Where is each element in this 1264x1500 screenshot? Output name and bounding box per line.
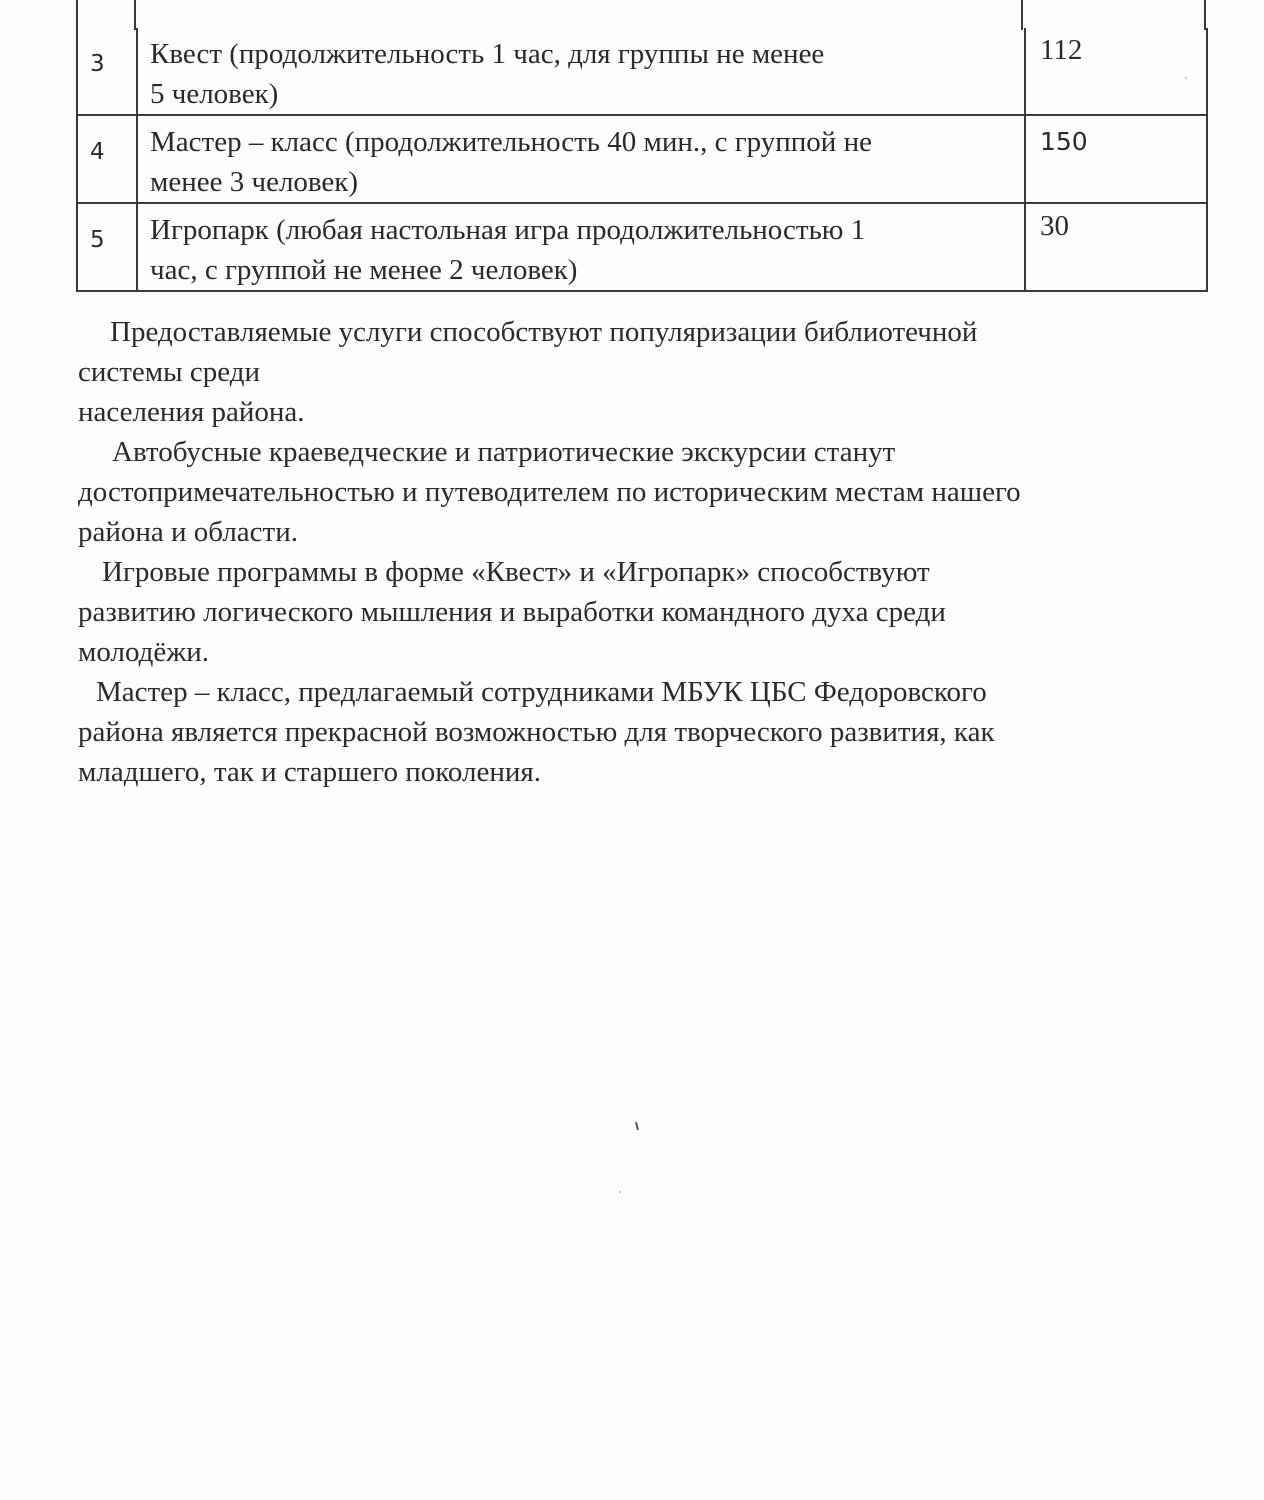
price-cell — [1025, 203, 1207, 291]
service-description-cell — [137, 115, 1025, 203]
price-value: 150 — [1040, 127, 1088, 156]
price-cell — [1025, 28, 1207, 115]
services-table — [76, 28, 1208, 292]
table-row — [77, 203, 1207, 291]
scan-speck — [636, 1122, 638, 1130]
row-number: 3 — [90, 51, 105, 77]
row-number-cell — [77, 203, 137, 291]
paragraph-line: молодёжи. — [78, 636, 210, 668]
service-description — [138, 28, 1024, 114]
paragraph-line: Предоставляемые услуги способствуют популяризации библиотечной — [110, 316, 978, 348]
price-value: 112 — [1040, 34, 1083, 66]
description-line: Игропарк (любая настольная игра продолжительностью 1 — [150, 214, 866, 246]
row-number: 4 — [90, 139, 105, 165]
paragraph-line: Мастер – класс, предлагаемый сотрудниками МБУК ЦБС Федоровского — [96, 676, 987, 708]
row-number-cell — [77, 28, 137, 115]
scan-speck — [619, 1191, 621, 1193]
description-line: час, с группой не менее 2 человек) — [150, 254, 578, 286]
service-description — [138, 116, 1024, 202]
table-row — [77, 28, 1207, 115]
paragraph-line: района и области. — [78, 516, 298, 548]
service-description — [138, 204, 1024, 290]
description-line: 5 человек) — [150, 78, 279, 110]
row-number: 5 — [90, 227, 105, 253]
paragraph-line: Игровые программы в форме «Квест» и «Игропарк» способствуют — [102, 556, 930, 588]
paragraph-line: населения района. — [78, 396, 305, 428]
paragraph-excursions — [78, 432, 1218, 552]
body-text — [78, 312, 1218, 792]
service-description-cell — [137, 203, 1025, 291]
description-line: Мастер – класс (продолжительность 40 мин., с группой не — [150, 126, 872, 158]
paragraph-services — [78, 312, 1218, 432]
paragraph-master-class — [78, 672, 1218, 792]
price-value: 30 — [1040, 210, 1069, 242]
paragraph-line: района является прекрасной возможностью для творческого развития, как — [78, 716, 995, 748]
paragraph-line: системы среди — [78, 356, 261, 388]
description-line: менее 3 человек) — [150, 166, 359, 198]
service-description-cell — [137, 28, 1025, 115]
paragraph-line: Автобусные краеведческие и патриотические экскурсии станут — [112, 436, 896, 468]
row-number-cell — [77, 115, 137, 203]
paragraph-games — [78, 552, 1218, 672]
paragraph-line: младшего, так и старшего поколения. — [78, 756, 541, 788]
table-row — [77, 115, 1207, 203]
price-cell — [1025, 115, 1207, 203]
paragraph-line: достопримечательностью и путеводителем по историческим местам нашего — [78, 476, 1021, 508]
description-line: Квест (продолжительность 1 час, для группы не менее — [150, 38, 825, 70]
paragraph-line: развитию логического мышления и выработки командного духа среди — [78, 596, 946, 628]
